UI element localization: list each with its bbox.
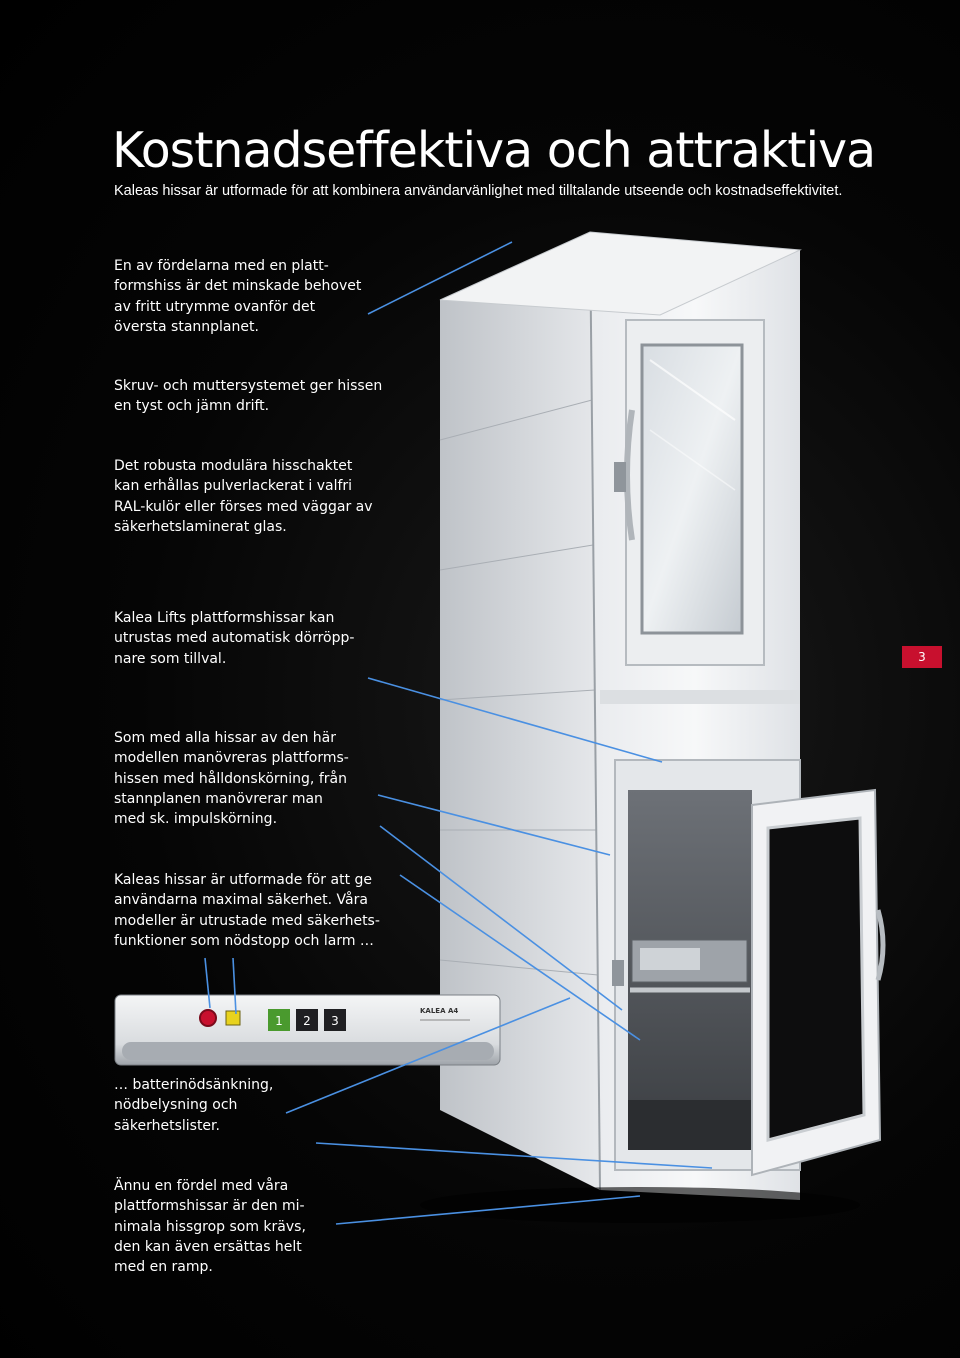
callout-text-screw-system: Skruv- och muttersystemet ger hissen en tyst och jämn drift.	[114, 378, 383, 415]
callout-text-safety: Kaleas hissar är utformade för att ge användarna maximal säkerhet. Våra modeller är utrustade med säkerhets- funktioner som nödstopp och larm …	[114, 872, 380, 949]
callout-text-headroom: En av fördelarna med en platt- formshiss är det minskade behovet av fritt utrymme ovanför det översta stannplanet.	[114, 258, 362, 335]
cabin-floor	[628, 1100, 752, 1150]
emergency-stop-button	[200, 1010, 216, 1026]
upper-door-glass	[642, 345, 742, 633]
panel-brand-label: KALEA A4	[420, 1007, 459, 1015]
alarm-button	[226, 1011, 240, 1025]
callout-text-operation: Som med alla hissar av den här modellen manövreras plattforms- hissen med hålldonskörning, från stannplanen manövrerar man med sk. impulskörning.	[114, 730, 349, 828]
open-lower-door-glass	[768, 818, 864, 1140]
floor-button-2: 2	[303, 1014, 311, 1028]
floor-shadow	[420, 1187, 860, 1223]
callout-text-modular-shaft: Det robusta modulära hisschaktet kan erhållas pulverlackerat i valfri RAL-kulör eller förses med väggar av säkerhetslaminerat glas.	[114, 458, 373, 535]
lower-door-lock	[612, 960, 624, 986]
page-title: Kostnadseffektiva och attraktiva	[112, 122, 876, 179]
open-door-handle	[878, 910, 883, 980]
floor-button-1: 1	[275, 1014, 283, 1028]
landing-control-panel	[115, 995, 500, 1065]
callout-text-pit: Ännu en fördel med våra plattformshissar är den mi- nimala hissgrop som krävs, den kan även ersättas helt med en ramp.	[114, 1178, 306, 1276]
page-number-badge: 3	[902, 646, 942, 668]
callout-text-door-opener: Kalea Lifts plattformshissar kan utrustas med automatisk dörröpp- nare som tillval.	[114, 610, 355, 667]
floor-button-3: 3	[331, 1014, 339, 1028]
page-subtitle: Kaleas hissar är utformade för att kombinera användarvänlighet med tilltalande utseende och kostnadseffektivitet.	[114, 183, 843, 199]
upper-door-lock	[614, 462, 626, 492]
landing-divider	[600, 690, 800, 704]
callout-text-battery: … batterinödsänkning, nödbelysning och säkerhetslister.	[114, 1077, 274, 1134]
